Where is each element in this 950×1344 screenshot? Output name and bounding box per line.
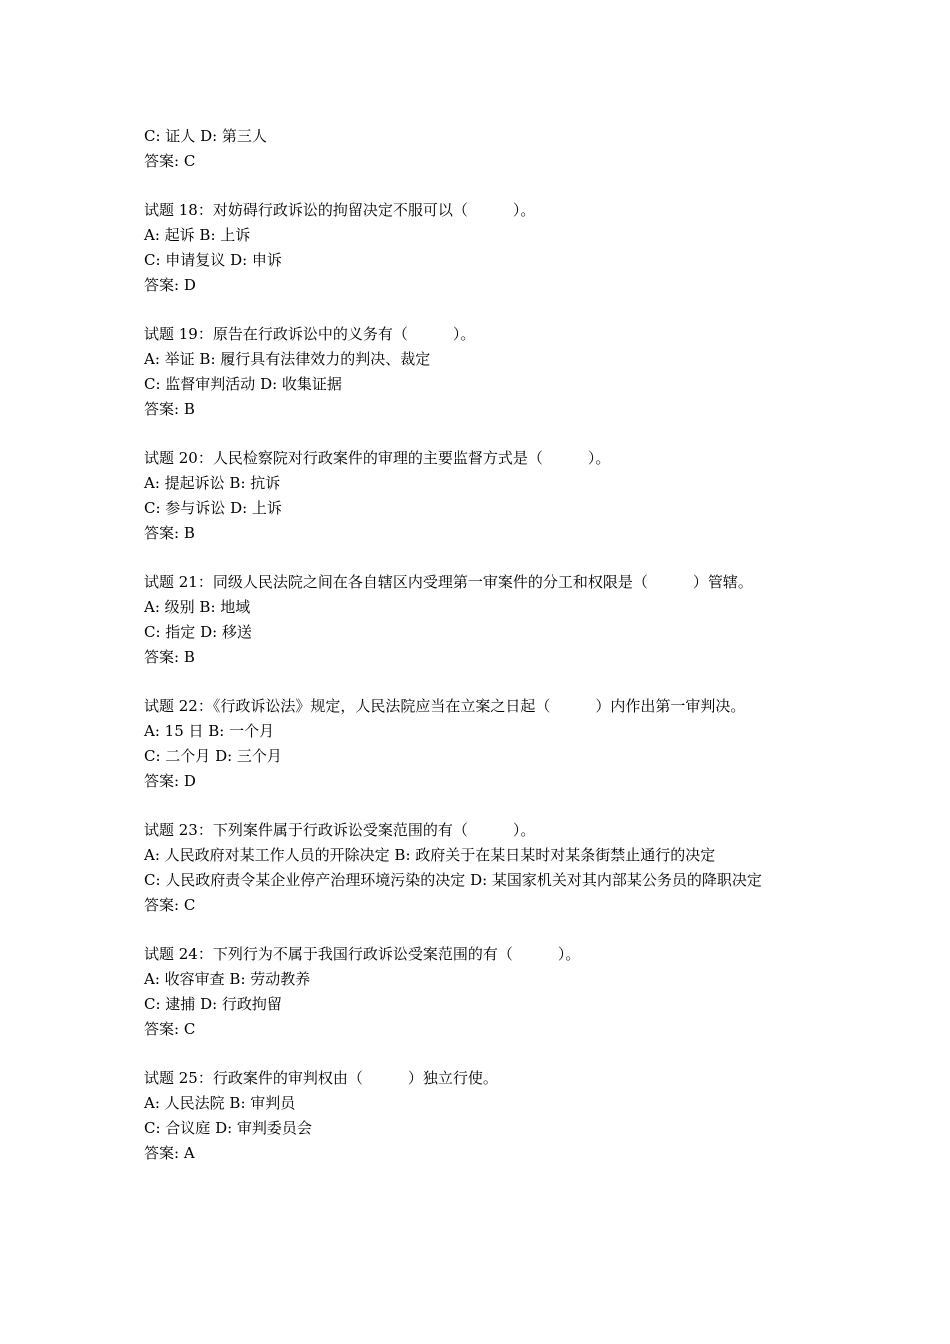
question-24	[144, 942, 814, 1041]
question-title: 试题 23：下列案件属于行政诉讼受案范围的有（ ）。	[144, 821, 536, 840]
question-title: 试题 19：原告在行政诉讼中的义务有（ ）。	[144, 325, 476, 344]
option-line: A: 15 日 B: 一个月	[144, 722, 275, 741]
option-line: A: 举证 B: 履行具有法律效力的判决、裁定	[144, 350, 431, 369]
answer-line: 答案: C	[144, 1019, 196, 1038]
question-title: 试题 24：下列行为不属于我国行政诉讼受案范围的有（ ）。	[144, 945, 581, 964]
option-line: C: 指定 D: 移送	[144, 622, 252, 641]
question-25	[144, 1066, 814, 1165]
question-title: 试题 20：人民检察院对行政案件的审理的主要监督方式是（ ）。	[144, 449, 611, 468]
option-line: A: 提起诉讼 B: 抗诉	[144, 474, 281, 493]
answer-line: 答案: D	[144, 275, 196, 294]
option-line: C: 参与诉讼 D: 上诉	[144, 498, 282, 517]
option-line: A: 人民政府对某工作人员的开除决定 B: 政府关于在某日某时对某条街禁止通行的决定	[144, 846, 716, 865]
option-line: A: 级别 B: 地域	[144, 598, 251, 617]
question-17-tail	[144, 124, 814, 174]
option-line: C: 二个月 D: 三个月	[144, 746, 282, 765]
answer-line: 答案: B	[144, 647, 195, 666]
option-line: C: 人民政府责令某企业停产治理环境污染的决定 D: 某国家机关对其内部某公务员的降职决定	[144, 870, 762, 889]
answer-line: 答案: D	[144, 771, 196, 790]
option-line: C: 申请复议 D: 申诉	[144, 250, 282, 269]
question-title: 试题 18：对妨碍行政诉讼的拘留决定不服可以（ ）。	[144, 201, 536, 220]
question-19	[144, 322, 814, 421]
question-title: 试题 22：《行政诉讼法》规定，人民法院应当在立案之日起（ ）内作出第一审判决。	[144, 697, 746, 716]
question-22	[144, 694, 814, 793]
question-title: 试题 25：行政案件的审判权由（ ）独立行使。	[144, 1069, 498, 1088]
option-line: C: 合议庭 D: 审判委员会	[144, 1118, 312, 1137]
question-18	[144, 198, 814, 297]
option-line: C: 监督审判活动 D: 收集证据	[144, 374, 342, 393]
option-line: A: 收容审查 B: 劳动教养	[144, 970, 311, 989]
answer-line: 答案: C	[144, 895, 196, 914]
answer-line: 答案: C	[144, 151, 196, 170]
answer-line: 答案: B	[144, 399, 195, 418]
question-21	[144, 570, 814, 669]
question-title: 试题 21：同级人民法院之间在各自辖区内受理第一审案件的分工和权限是（ ）管辖。	[144, 573, 753, 592]
answer-line: 答案: A	[144, 1143, 195, 1162]
answer-line: 答案: B	[144, 523, 195, 542]
option-line: C: 逮捕 D: 行政拘留	[144, 994, 282, 1013]
option-line: A: 人民法院 B: 审判员	[144, 1094, 296, 1113]
question-23	[144, 818, 814, 917]
option-line: C: 证人 D: 第三人	[144, 127, 267, 145]
question-20	[144, 446, 814, 545]
option-line: A: 起诉 B: 上诉	[144, 226, 251, 245]
document-page	[144, 124, 814, 1165]
